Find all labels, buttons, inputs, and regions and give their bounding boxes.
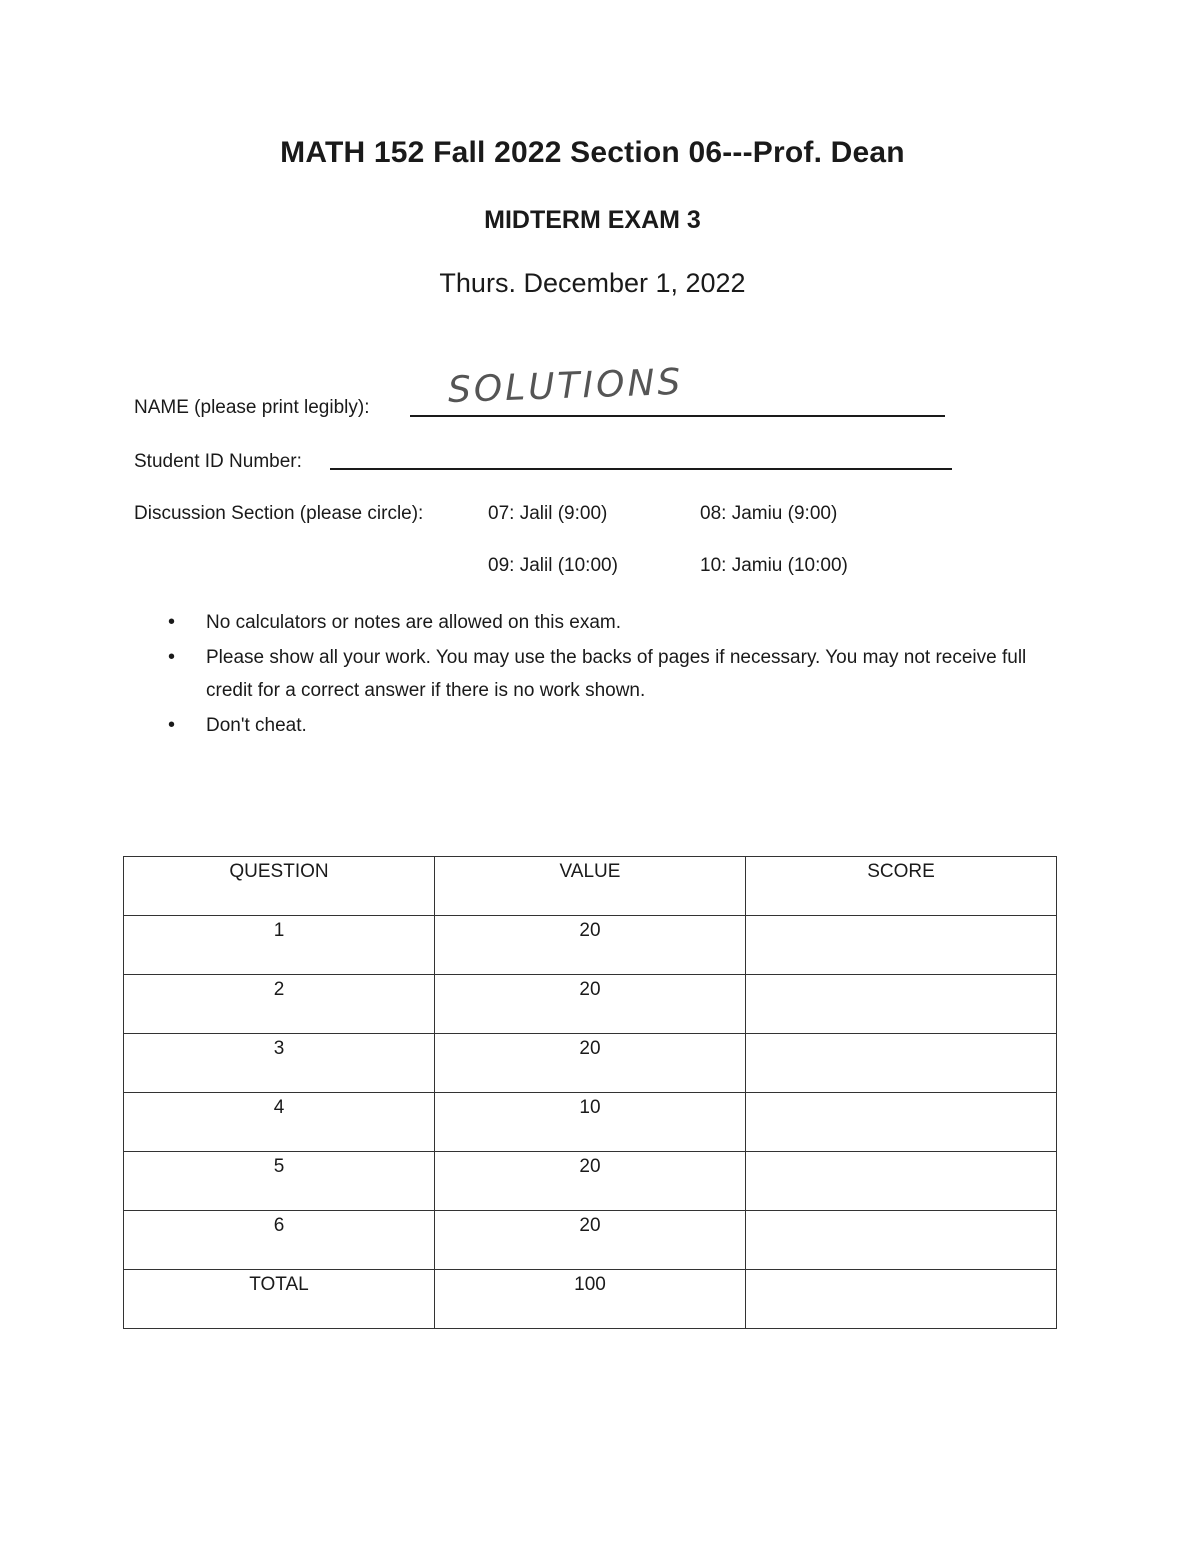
value-cell: 20 [435, 1152, 746, 1211]
section-option-10[interactable]: 10: Jamiu (10:00) [700, 555, 848, 576]
exam-subtitle: MIDTERM EXAM 3 [484, 206, 701, 234]
question-cell: TOTAL [124, 1270, 435, 1329]
instruction-item: • No calculators or notes are allowed on this exam. [168, 606, 1038, 639]
column-header-question: QUESTION [124, 857, 435, 916]
instruction-item: • Please show all your work. You may use the backs of pages if necessary. You may not receive full credit for a correct answer if there is no work shown. [168, 641, 1038, 707]
instruction-item: • Don't cheat. [168, 709, 1038, 742]
question-cell: 3 [124, 1034, 435, 1093]
table-row [124, 1034, 1057, 1093]
question-cell: 1 [124, 916, 435, 975]
score-cell[interactable] [746, 1034, 1057, 1093]
score-cell[interactable] [746, 1152, 1057, 1211]
student-id-field[interactable] [330, 468, 952, 470]
table-row [124, 1152, 1057, 1211]
name-field[interactable] [410, 415, 945, 417]
value-cell: 20 [435, 1211, 746, 1270]
value-cell: 10 [435, 1093, 746, 1152]
score-cell[interactable] [746, 975, 1057, 1034]
question-cell: 5 [124, 1152, 435, 1211]
value-cell: 20 [435, 916, 746, 975]
column-header-value: VALUE [435, 857, 746, 916]
name-handwritten-value: SOLUTIONS [447, 361, 684, 411]
question-cell: 6 [124, 1211, 435, 1270]
question-cell: 2 [124, 975, 435, 1034]
column-header-score: SCORE [746, 857, 1057, 916]
value-cell: 20 [435, 1034, 746, 1093]
section-option-07[interactable]: 07: Jalil (9:00) [488, 503, 608, 524]
total-row [124, 1270, 1057, 1329]
score-cell[interactable] [746, 1270, 1057, 1329]
student-id-label: Student ID Number: [134, 451, 302, 472]
page-title: MATH 152 Fall 2022 Section 06---Prof. Dean [280, 136, 905, 169]
name-label: NAME (please print legibly): [134, 397, 370, 418]
value-cell: 100 [435, 1270, 746, 1329]
section-option-08[interactable]: 08: Jamiu (9:00) [700, 503, 838, 524]
score-cell[interactable] [746, 916, 1057, 975]
table-row [124, 1093, 1057, 1152]
table-row [124, 975, 1057, 1034]
table-header-row [124, 857, 1057, 916]
score-table [123, 856, 1057, 1329]
table-row [124, 916, 1057, 975]
exam-date: Thurs. December 1, 2022 [439, 268, 746, 298]
score-cell[interactable] [746, 1093, 1057, 1152]
table-row [124, 1211, 1057, 1270]
section-label: Discussion Section (please circle): [134, 503, 424, 524]
question-cell: 4 [124, 1093, 435, 1152]
value-cell: 20 [435, 975, 746, 1034]
section-option-09[interactable]: 09: Jalil (10:00) [488, 555, 618, 576]
instructions-list [168, 606, 1038, 744]
score-cell[interactable] [746, 1211, 1057, 1270]
